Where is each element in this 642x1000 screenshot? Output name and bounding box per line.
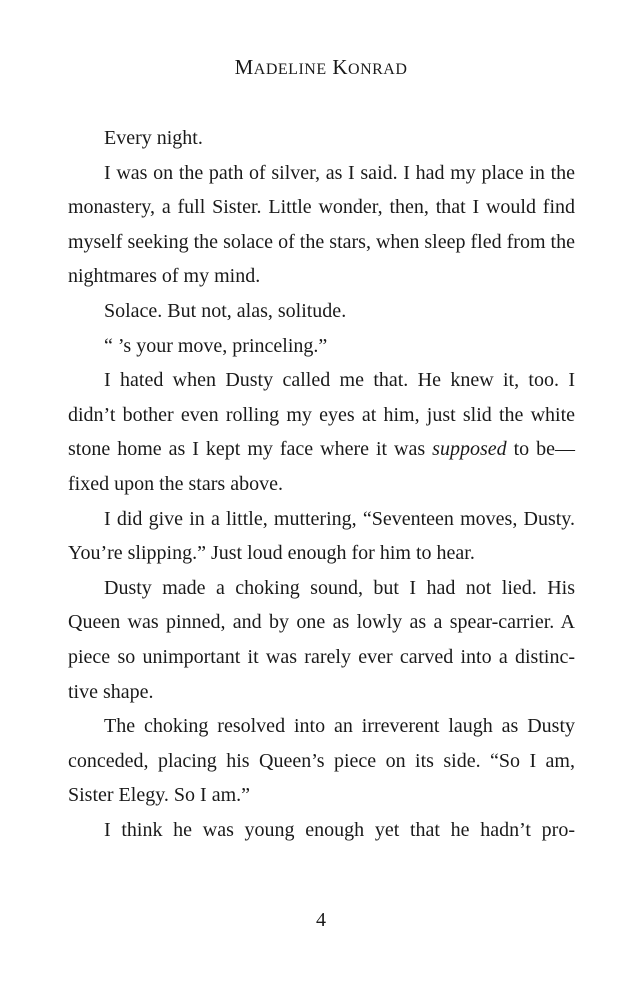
emphasized-word: supposed: [432, 438, 507, 461]
paragraph: Solace. But not, alas, solitude.: [104, 299, 347, 322]
paragraph-text: to be—fixed upon the stars above.: [68, 438, 576, 495]
author-last-initial: K: [332, 55, 349, 79]
paragraph: I was on the path of silver, as I said. I had my place in the monastery, a full Sister. Little wonder, then, that I would find myself seeking the solace of the stars, when sleep fled from the nightmares of my mind.: [68, 161, 575, 288]
running-header: [0, 52, 642, 85]
paragraph: Dusty made a choking sound, but I had not lied. His Queen was pinned, and by one as lowly as a spear-carrier. A piece so unimportant it was rarely ever carved into a distinctive shape.: [68, 576, 575, 703]
paragraph: [68, 363, 575, 501]
author-last-rest: ONRAD: [348, 61, 408, 78]
author-first-rest: ADELINE: [253, 61, 327, 78]
paragraph: I think he was young enough yet that he hadn’t pro-: [104, 818, 575, 841]
page-number: 4: [316, 909, 326, 931]
paragraph-text: I hated when Dusty called me that. He knew it, too. I didn’t bother even rolling my eyes at him, just slid the white stone home as I kept my face where it was: [68, 369, 575, 461]
paragraph: “ ’s your move, princeling.”: [104, 334, 328, 357]
author-first-initial: M: [234, 55, 254, 79]
paragraph: Every night.: [104, 127, 203, 149]
paragraph: I did give in a little, muttering, “Seventeen moves, Dusty. You’re slipping.” Just loud enough for him to hear.: [68, 507, 575, 565]
paragraph: The choking resolved into an irreverent laugh as Dusty conceded, placing his Queen’s piece on its side. “So I am, Sister Elegy. So I am.”: [68, 715, 575, 807]
page-body: [68, 121, 575, 847]
